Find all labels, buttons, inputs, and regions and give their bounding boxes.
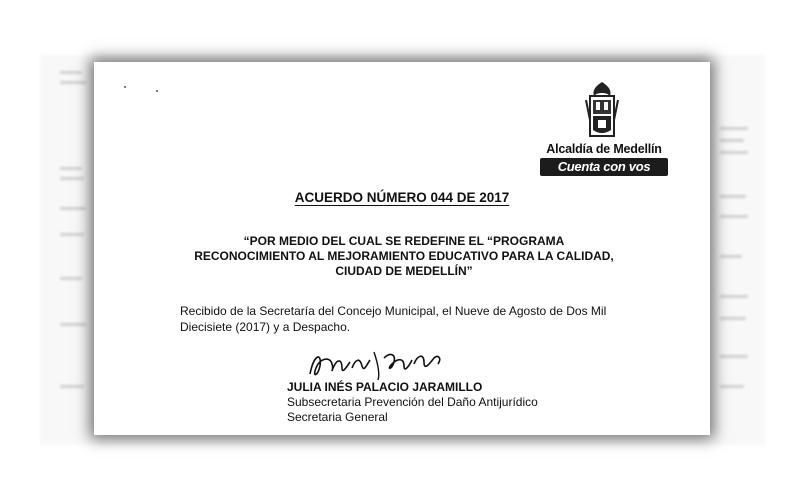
signer-role: Subsecretaria Prevención del Daño Antijurídico: [287, 395, 538, 409]
received-line: Diecisiete (2017) y a Despacho.: [180, 320, 351, 334]
signer-block: [287, 380, 538, 425]
received-note: [180, 303, 650, 335]
subject-line: “POR MEDIO DEL CUAL SE REDEFINE EL “PROGRAMA: [243, 234, 565, 248]
received-line: Recibido de la Secretaría del Concejo Municipal, el Nueve de Agosto de Dos Mil: [180, 304, 607, 318]
coat-of-arms-icon: [584, 80, 620, 142]
document-subject: [154, 234, 654, 279]
subject-line: CIUDAD DE MEDELLÍN”: [335, 264, 473, 278]
logo-name: Alcaldía de Medellín: [546, 142, 662, 156]
document-page: [94, 62, 710, 435]
subject-line: RECONOCIMIENTO AL MEJORAMIENTO EDUCATIVO PARA LA CALIDAD,: [194, 249, 614, 263]
signer-office: Secretaria General: [287, 410, 388, 424]
scan-speck: [156, 90, 158, 92]
signer-name: JULIA INÉS PALACIO JARAMILLO: [287, 380, 483, 394]
scan-speck: [124, 86, 126, 88]
alcaldia-logo: [540, 80, 668, 182]
document-title: ACUERDO NÚMERO 044 DE 2017: [294, 190, 510, 205]
logo-slogan: Cuenta con vos: [540, 158, 668, 176]
